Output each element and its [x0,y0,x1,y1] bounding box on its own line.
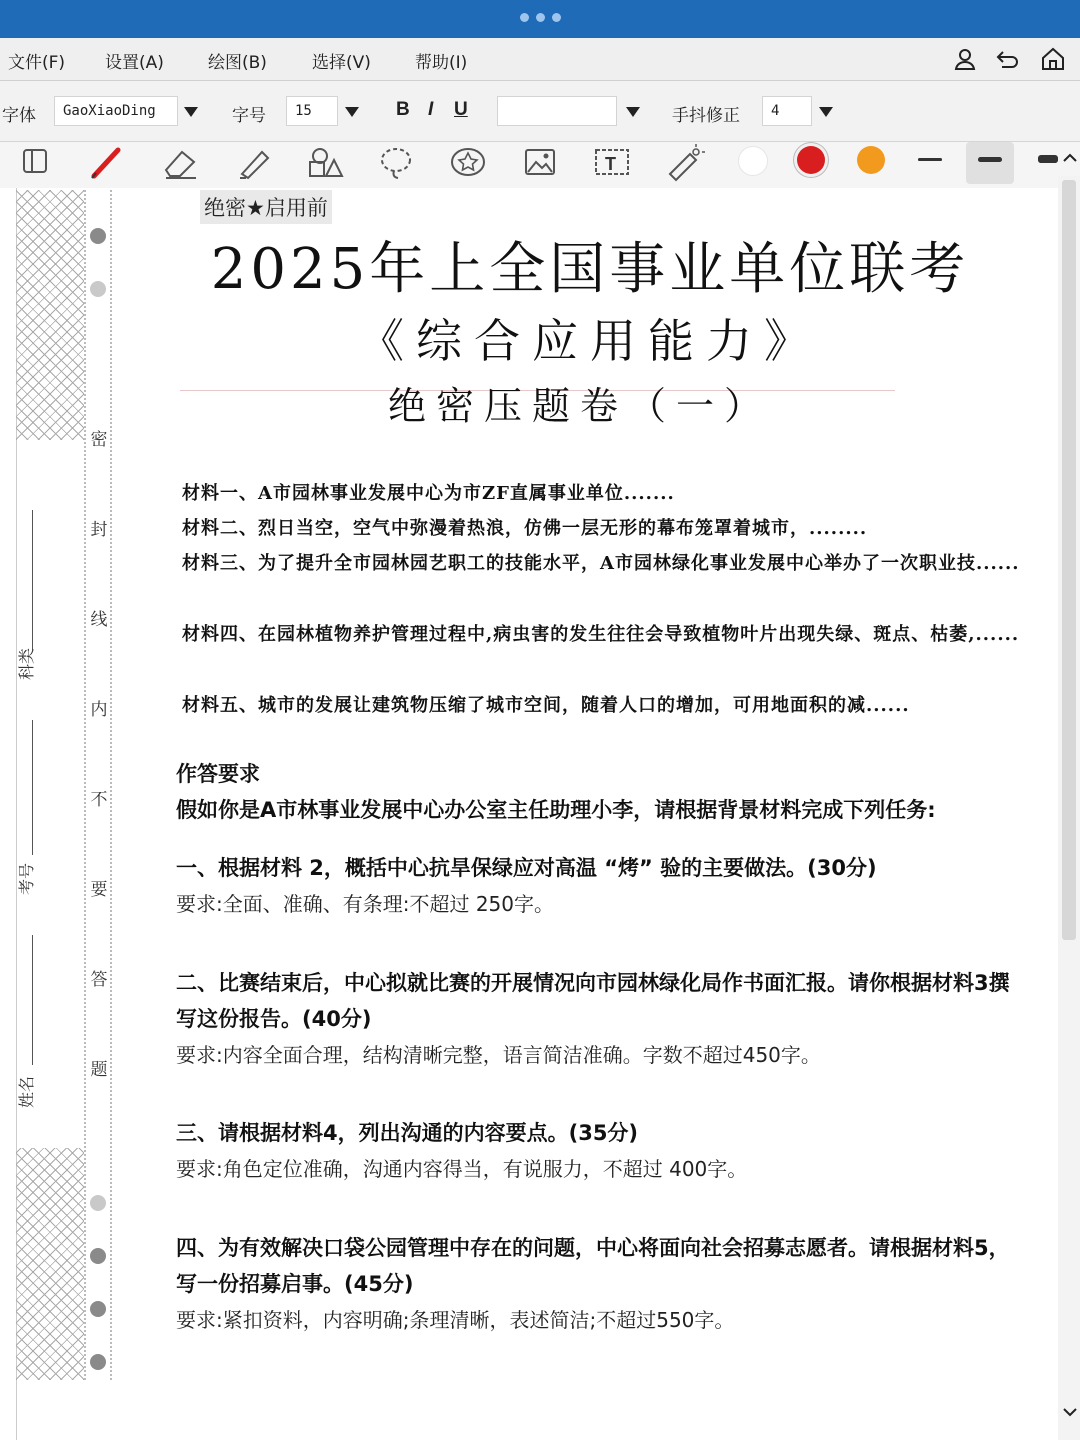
seal-char: 要 [90,880,108,900]
seal-char: 密 [90,430,108,450]
name-field-label: 姓名 [17,1075,36,1108]
question-title: 四、为有效解决口袋公园管理中存在的问题，中心将面向社会招募志愿者。请根据材料5，写一份招募启事。(45分) [176,1236,1010,1296]
more-dots-icon[interactable] [520,13,561,23]
user-icon[interactable] [952,46,978,72]
material-item: 材料三、为了提升全市园林园艺职工的技能水平，A市园林绿化事业发展中心举办了一次职业技...... [182,553,1020,574]
menu-draw[interactable]: 绘图(B) [208,53,267,73]
layout-icon[interactable] [14,142,58,182]
seal-char: 不 [90,790,108,810]
binding-hatch-bottom [16,1148,84,1380]
question-block [176,1230,1026,1338]
question-title: 三、请根据材料4，列出沟通的内容要点。(35分) [176,1121,639,1145]
shake-correction-label: 手抖修正 [672,106,740,126]
color-dropdown-icon[interactable] [618,96,648,126]
text-color-select[interactable] [497,96,617,126]
shapes-icon[interactable] [302,142,346,182]
font-dropdown-icon[interactable] [176,96,206,126]
seal-char: 封 [90,520,108,540]
question-block [176,1115,1026,1187]
menu-file[interactable]: 文件(F) [8,53,66,73]
scroll-down-chevron-icon[interactable] [1062,1404,1078,1420]
window-title-bar [0,0,1080,38]
highlighter-icon[interactable] [230,142,274,182]
sticker-icon[interactable] [446,142,490,182]
size-select[interactable]: 15 [286,96,338,126]
underline-button[interactable]: U [454,99,468,120]
exam-no-line [32,720,33,855]
text-tool-icon[interactable] [590,142,634,182]
shake-correction-select[interactable]: 4 [762,96,812,126]
font-label: 字体 [2,106,36,126]
color-swatch-red[interactable] [797,146,825,174]
scroll-up-chevron-icon[interactable] [1062,150,1078,166]
question-requirement: 要求:全面、准确、有条理:不超过 250字。 [176,892,555,916]
font-select[interactable]: GaoXiaoDing [54,96,178,126]
laser-pointer-icon[interactable] [662,142,706,182]
binding-hole [90,1301,106,1317]
material-item: 材料二、烈日当空，空气中弥漫着热浪，仿佛一层无形的幕布笼罩着城市，........ [182,518,868,539]
size-label: 字号 [232,106,266,126]
material-item: 材料五、城市的发展让建筑物压缩了城市空间，随着人口的增加，可用地面积的减...... [182,695,910,716]
eraser-icon[interactable] [158,142,202,182]
italic-button[interactable]: I [428,99,434,120]
pen-icon[interactable] [84,142,128,182]
lasso-icon[interactable] [374,142,418,182]
seal-char: 答 [90,970,108,990]
vertical-scrollbar[interactable] [1058,176,1080,1440]
question-block [176,965,1026,1073]
answer-heading: 作答要求 [176,762,260,786]
material-item: 材料四、在园林植物养护管理过程中,病虫害的发生往往会导致植物叶片出现失绿、斑点、枯萎,...... [182,624,1020,645]
question-requirement: 要求:角色定位准确，沟通内容得当，有说服力，不超过 400字。 [176,1157,748,1181]
exam-no-field-label: 考号 [17,862,36,895]
shake-dropdown-icon[interactable] [811,96,841,126]
question-requirement: 要求:内容全面合理，结构清晰完整，语言简洁准确。字数不超过450字。 [176,1043,821,1067]
line-width-selected-bg [966,142,1014,184]
answer-intro: 假如你是A市林事业发展中心办公室主任助理小李，请根据背景材料完成下列任务: [176,798,936,822]
menu-help[interactable]: 帮助(I) [415,53,468,73]
svg-text:T: T [605,154,616,174]
question-title: 一、根据材料 2，概括中心抗旱保绿应对高温 “烤” 验的主要做法。(30分) [176,856,877,880]
subject-field-label: 科类 [17,647,36,680]
confidential-label: 绝密★启用前 [200,190,332,224]
seal-char: 线 [90,610,108,630]
name-line [32,935,33,1065]
seal-char: 题 [90,1060,108,1080]
question-requirement: 要求:紧扣资料，内容明确;条理清晰，表述简洁;不超过550字。 [176,1308,735,1332]
menu-select[interactable]: 选择(V) [312,53,371,73]
drawing-toolbar [0,142,1080,188]
answer-requirements [176,756,1026,828]
binding-hole [90,1248,106,1264]
color-swatch-orange[interactable] [857,146,885,174]
binding-hole [90,1195,106,1211]
binding-hole [90,1354,106,1370]
line-width-thin[interactable] [918,158,942,161]
line-width-thick[interactable] [1038,155,1058,163]
menu-bar [0,38,1080,81]
menu-settings[interactable]: 设置(A) [105,53,164,73]
home-icon[interactable] [1040,46,1066,72]
exam-title: 2025年上全国事业单位联考 [210,237,970,302]
format-toolbar [0,81,1080,142]
line-width-medium[interactable] [978,157,1002,162]
color-swatch-white[interactable] [738,146,768,176]
image-icon[interactable] [518,142,562,182]
exam-paper-name: 绝密压题卷（一） [387,384,772,428]
size-dropdown-icon[interactable] [337,96,367,126]
subject-line [32,510,33,650]
bold-button[interactable]: B [396,99,410,120]
exam-subject: 《综合应用能力》 [358,314,822,368]
material-item: 材料一、A市园林事业发展中心为市ZF直属事业单位....... [182,483,675,504]
seal-char: 内 [90,700,108,720]
scrollbar-thumb[interactable] [1062,180,1076,940]
question-block [176,850,1026,922]
question-title: 二、比赛结束后，中心拟就比赛的开展情况向市园林绿化局作书面汇报。请你根据材料3撰写这份报告。(40分) [176,971,1010,1031]
undo-icon[interactable] [995,46,1021,72]
